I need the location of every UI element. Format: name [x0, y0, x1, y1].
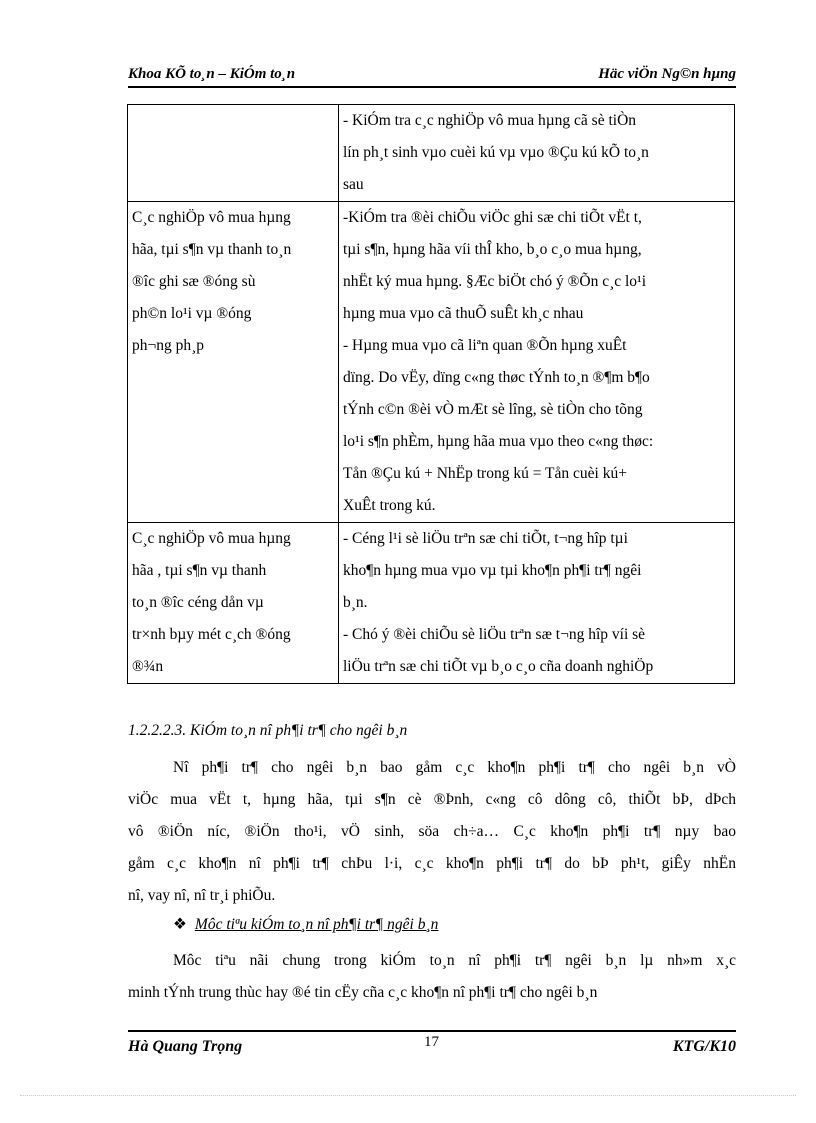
page-edge-divider: [20, 1095, 796, 1096]
paragraph-2: [128, 945, 736, 1009]
paragraph-line: gåm c¸c kho¶n nî ph¶i tr¶ chÞu l·i, c¸c kho¶n ph¶i tr¶ do bÞ ph¹t, giÊy nhËn: [128, 855, 736, 872]
cell-text-line: sau: [343, 176, 364, 193]
table-row: [128, 202, 735, 523]
table-row: [128, 523, 735, 684]
cell-text-line: to¸n ®îc céng dån vµ: [132, 594, 264, 611]
diamond-bullet-icon: ❖: [173, 916, 187, 933]
page-header: [128, 64, 736, 88]
paragraph-line: Nî ph¶i tr¶ cho ngêi b¸n bao gåm c¸c kho¶n ph¶i tr¶ cho ngêi b¸n vÒ: [173, 759, 736, 776]
cell-text-line: hµng mua vµo cã thuÕ suÊt kh¸c nhau: [343, 305, 584, 322]
cell-text-line: C¸c nghiÖp vô mua hµng: [132, 209, 291, 226]
cell-text-line: -KiÓm tra ®èi chiÕu viÖc ghi sæ chi tiÕt vËt t,: [343, 209, 642, 226]
paragraph-line: nî, vay nî, nî tr¸i phiÕu.: [128, 887, 276, 904]
section-heading: 1.2.2.2.3. KiÓm to¸n nî ph¶i tr¶ cho ngêi b¸n: [128, 722, 408, 739]
paragraph-line: vô ®iÖn níc, ®iÖn tho¹i, vÖ sinh, söa ch÷a… C¸c kho¶n ph¶i tr¶ nµy bao: [128, 823, 736, 840]
table-cell-objective: [128, 523, 339, 684]
cell-text-line: - Chó ý ®èi chiÕu sè liÖu trªn sæ t¬ng hîp víi sè: [343, 626, 646, 643]
cell-text-line: ph¬ng ph¸p: [132, 337, 205, 354]
paragraph-line: Môc tiªu nãi chung trong kiÓm to¸n nî ph¶i tr¶ ngêi b¸n lµ nh»m x¸c: [173, 952, 736, 969]
cell-text-line: ®îc ghi sæ ®óng sù: [132, 273, 256, 290]
cell-text-line: hãa, tµi s¶n vµ thanh to¸n: [132, 241, 292, 258]
paragraph-line: viÖc mua vËt t, hµng hãa, tµi s¶n cè ®Þnh, c«ng cô dông cô, thiÕt bÞ, dÞch: [128, 791, 736, 808]
cell-text-line: lo¹i s¶n phÈm, hµng hãa mua vµo theo c«ng thøc:: [343, 433, 654, 450]
cell-text-line: - KiÓm tra c¸c nghiÖp vô mua hµng cã sè tiÒn: [343, 112, 637, 129]
cell-text-line: - Céng l¹i sè liÖu trªn sæ chi tiÕt, t¬ng hîp tµi: [343, 530, 628, 547]
table-row: [128, 105, 735, 202]
audit-objectives-table: [127, 104, 735, 684]
paragraph-1: [128, 752, 736, 912]
table-cell-objective: [128, 202, 339, 523]
table-cell-objective: [128, 105, 339, 202]
cell-text-line: tµi s¶n, hµng hãa víi thÎ kho, b¸o c¸o mua hµng,: [343, 241, 642, 258]
cell-text-line: tr×nh bµy mét c¸ch ®óng: [132, 626, 291, 643]
cell-text-line: Tån ®Çu kú + NhËp trong kú = Tån cuèi kú+: [343, 465, 627, 482]
bullet-heading-text: Môc tiªu kiÓm to¸n nî ph¶i tr¶ ngêi b¸n: [194, 916, 439, 933]
bullet-heading: [173, 915, 438, 934]
cell-text-line: b¸n.: [343, 594, 368, 611]
table-cell-procedure: [339, 523, 735, 684]
cell-text-line: XuÊt trong kú.: [343, 497, 436, 514]
table-cell-procedure: [339, 202, 735, 523]
cell-text-line: kho¶n hµng mua vµo vµ tµi kho¶n ph¶i tr¶ ngêi: [343, 562, 642, 579]
footer-class: KTG/K10: [672, 1038, 736, 1055]
cell-text-line: dïng. Do vËy, dïng c«ng thøc tÝnh to¸n ®¶m b¶o: [343, 369, 650, 386]
header-faculty: Khoa KÕ to¸n – KiÓm to¸n: [128, 66, 296, 82]
cell-text-line: ph©n lo¹i vµ ®óng: [132, 305, 252, 322]
cell-text-line: liÖu trªn sæ chi tiÕt vµ b¸o c¸o cña doanh nghiÖp: [343, 658, 654, 675]
paragraph-line: minh tÝnh trung thùc hay ®é tin cËy cña c¸c kho¶n nî ph¶i tr¶ cho ngêi b¸n: [128, 984, 598, 1001]
footer-author: Hà Quang Trọng: [128, 1038, 243, 1055]
cell-text-line: - Hµng mua vµo cã liªn quan ®Õn hµng xuÊt: [343, 337, 627, 354]
header-institution: Häc viÖn Ng©n hµng: [598, 66, 736, 82]
cell-text-line: ®¾n: [132, 658, 164, 675]
table-cell-procedure: [339, 105, 735, 202]
cell-text-line: C¸c nghiÖp vô mua hµng: [132, 530, 291, 547]
cell-text-line: tÝnh c©n ®èi vÒ mÆt sè lîng, sè tiÒn cho tõng: [343, 401, 643, 418]
cell-text-line: lín ph¸t sinh vµo cuèi kú vµ vµo ®Çu kú kÕ to¸n: [343, 144, 649, 161]
page-number: 17: [424, 1034, 439, 1050]
page-footer: [128, 1030, 736, 1066]
cell-text-line: hãa , tµi s¶n vµ thanh: [132, 562, 267, 579]
cell-text-line: nhËt ký mua hµng. §Æc biÖt chó ý ®Õn c¸c lo¹i: [343, 273, 647, 290]
